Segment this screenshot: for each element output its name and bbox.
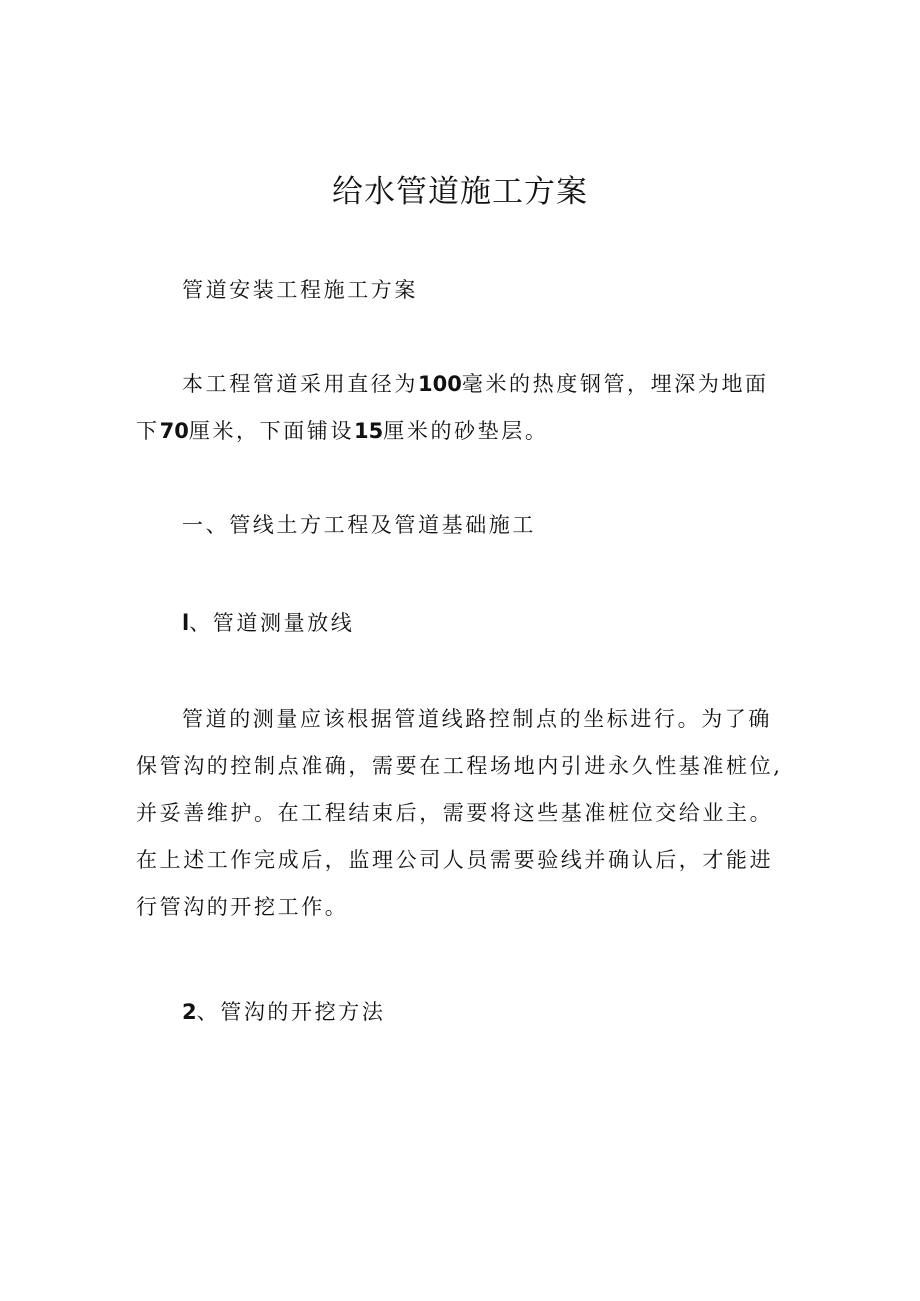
intro-paragraph (136, 361, 786, 455)
item-1-text: 、管道测量放线 (189, 611, 355, 635)
item-1-heading (136, 600, 786, 647)
item-2-number: 2 (182, 1000, 197, 1024)
intro-text-3: 厘米，下面铺设 (188, 419, 355, 443)
item-1-body: 管道的测量应该根据管道线路控制点的坐标进行。为了确保管沟的控制点准确，需要在工程场地内引进永久性基准桩位,并妥善维护。在工程结束后，需要将这些基准桩位交给业主。在上述工作完成后，监理公司人员需要验线并确认后，才能进行管沟的开挖工作。 (136, 707, 783, 919)
intro-text-4: 厘米的砂垫层。 (383, 419, 549, 443)
intro-text-2: 毫米的热度钢管，埋深为地面下 (136, 372, 769, 443)
intro-number-sand: 15 (354, 419, 384, 443)
document-title: 给水管道施工方案 (332, 174, 588, 210)
intro-number-depth: 70 (159, 419, 189, 443)
subtitle: 管道安装工程施工方案 (182, 278, 418, 302)
item-2-heading (136, 989, 786, 1036)
intro-number-diameter: 100 (418, 372, 462, 396)
item-2-text: 、管沟的开挖方法 (196, 1000, 386, 1024)
section-1-heading: 一、管线土方工程及管道基础施工 (182, 513, 536, 537)
item-1-number: l (182, 611, 190, 635)
intro-text-1: 本工程管道采用直径为 (182, 372, 418, 396)
